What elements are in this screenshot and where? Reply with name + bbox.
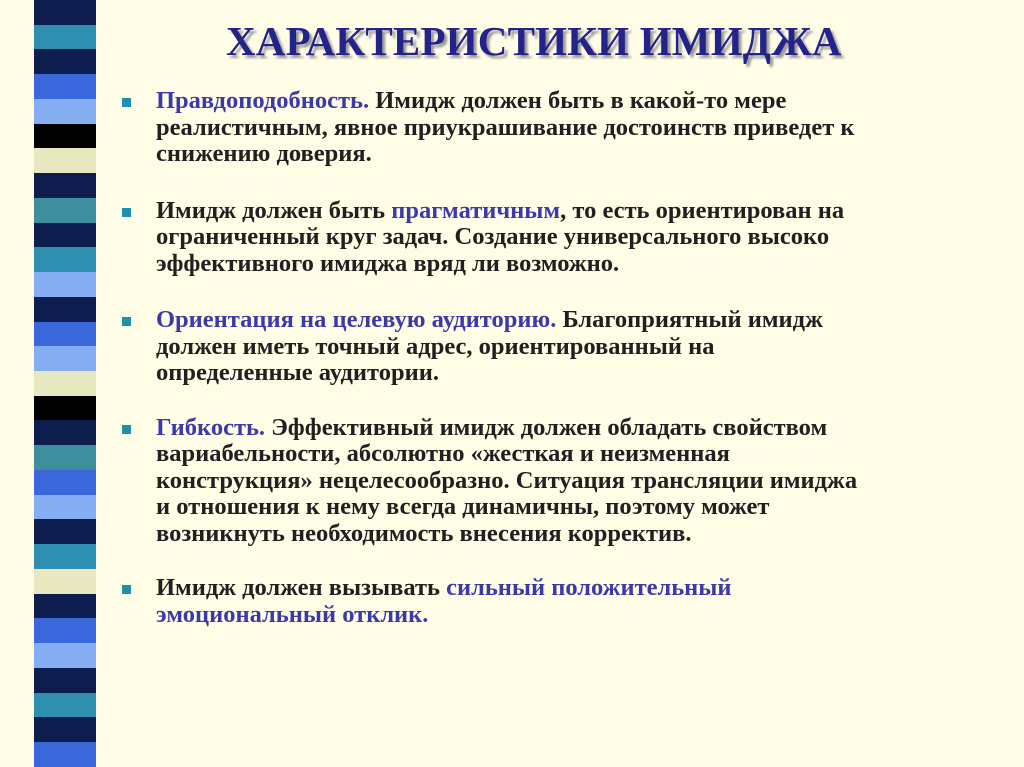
item-text <box>156 307 1000 387</box>
text-line: снижению доверия. <box>156 140 372 167</box>
square-bullet-icon <box>122 425 131 434</box>
stripe-segment <box>34 544 96 569</box>
stripe-segment <box>34 148 96 173</box>
item-text <box>156 88 1000 168</box>
stripe-segment <box>34 371 96 396</box>
square-bullet-icon <box>122 208 131 217</box>
list-item <box>120 307 1000 387</box>
item-text <box>156 198 1000 278</box>
text-line: вариабельности, абсолютно «жесткая и неизменная <box>156 440 730 467</box>
square-bullet-icon <box>122 98 131 107</box>
stripe-segment <box>34 247 96 272</box>
stripe-segment <box>34 272 96 297</box>
stripe-segment <box>34 49 96 74</box>
text-line: должен иметь точный адрес, ориентированный на <box>156 332 715 360</box>
text-span: Благоприятный имидж <box>556 306 823 333</box>
stripe-segment <box>34 420 96 445</box>
text-line: и отношения к нему всегда динамичны, поэтому может <box>156 493 770 520</box>
stripe-segment <box>34 0 96 25</box>
stripe-segment <box>34 25 96 50</box>
list-item <box>120 198 1000 278</box>
text-line: эффективного имиджа вряд ли возможно. <box>156 249 620 277</box>
stripe-segment <box>34 693 96 718</box>
stripe-segment <box>34 198 96 223</box>
stripe-segment <box>34 74 96 99</box>
stripe-segment <box>34 396 96 421</box>
highlight-text: Гибкость. <box>156 413 266 441</box>
stripe-segment <box>34 594 96 619</box>
stripe-segment <box>34 643 96 668</box>
stripe-segment <box>34 173 96 198</box>
text-line: ограниченный круг задач. Создание универсального высоко <box>156 223 830 250</box>
item-text <box>156 575 1000 628</box>
highlight-text: Ориентация на целевую аудиторию. <box>156 306 557 333</box>
stripe-segment <box>34 223 96 248</box>
highlight-text: Правдоподобность. <box>156 87 370 114</box>
page-title: ХАРАКТЕРИСТИКИ ИМИДЖА <box>226 18 842 64</box>
text-span: Эффективный имидж должен обладать свойством <box>265 413 828 441</box>
stripe-segment <box>34 470 96 495</box>
list-item <box>120 575 1000 628</box>
stripe-segment <box>34 445 96 470</box>
stripe-segment <box>34 742 96 767</box>
list-item <box>120 415 1000 548</box>
bullet-list <box>120 88 1000 628</box>
stripe-segment <box>34 519 96 544</box>
highlight-text: прагматичным <box>391 196 561 224</box>
stripe-segment <box>34 297 96 322</box>
decorative-stripe-bar <box>34 0 96 767</box>
stripe-segment <box>34 346 96 371</box>
text-span: Имидж должен вызывать <box>156 574 447 601</box>
highlight-text: эмоциональный отклик. <box>156 600 429 628</box>
square-bullet-icon <box>122 585 131 594</box>
stripe-segment <box>34 99 96 124</box>
stripe-segment <box>34 618 96 643</box>
list-item <box>120 88 1000 168</box>
stripe-segment <box>34 569 96 594</box>
stripe-segment <box>34 124 96 149</box>
text-line: конструкция» нецелесообразно. Ситуация трансляции имиджа <box>156 466 858 494</box>
stripe-segment <box>34 717 96 742</box>
text-span: Имидж должен быть в какой-то мере <box>369 87 787 114</box>
highlight-text: сильный положительный <box>446 574 732 601</box>
text-line: определенные аудитории. <box>156 359 439 386</box>
stripe-segment <box>34 322 96 347</box>
text-span: Имидж должен быть <box>156 196 392 224</box>
stripe-segment <box>34 668 96 693</box>
text-line: возникнуть необходимость внесения корректив. <box>156 519 692 547</box>
square-bullet-icon <box>122 317 131 326</box>
text-line: реалистичным, явное приукрашивание достоинств приведет к <box>156 113 855 141</box>
item-text <box>156 415 1000 548</box>
stripe-segment <box>34 495 96 520</box>
text-span: , то есть ориентирован на <box>560 196 845 224</box>
